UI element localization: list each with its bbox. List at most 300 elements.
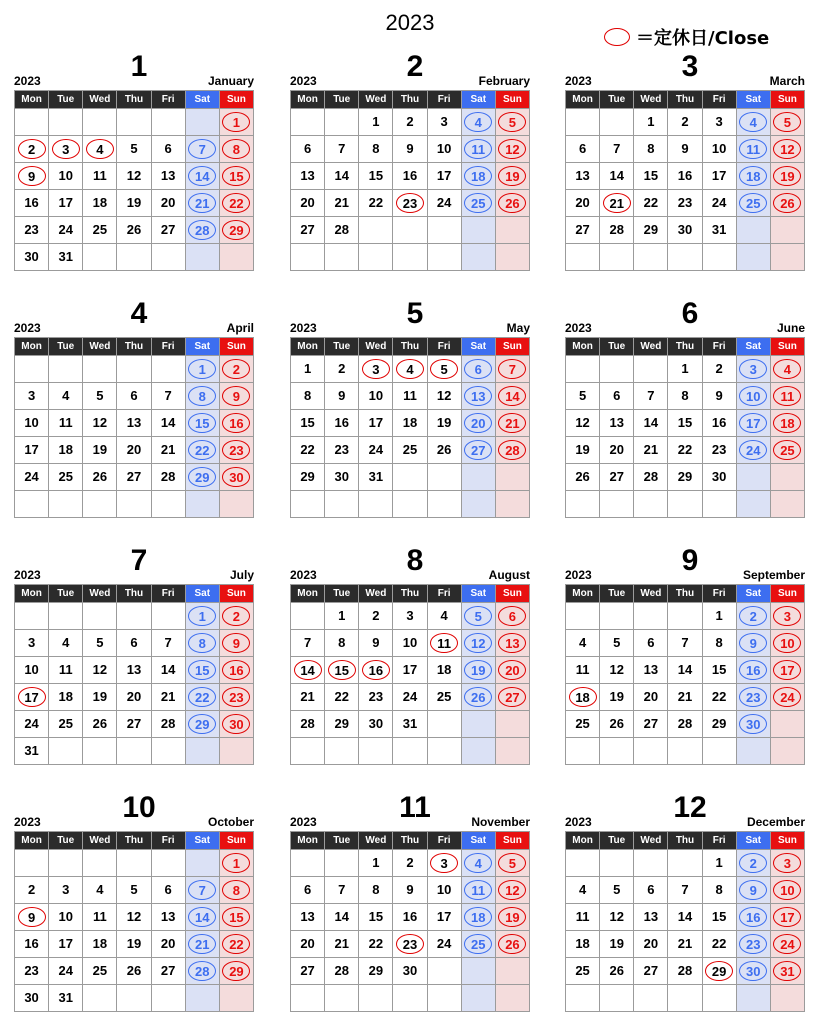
weekday-header: Mon bbox=[15, 91, 49, 109]
weekday-header: Fri bbox=[702, 338, 736, 356]
month-header bbox=[565, 299, 805, 337]
empty-cell bbox=[325, 850, 359, 877]
empty-cell bbox=[49, 850, 83, 877]
week-row bbox=[291, 958, 530, 985]
day-number: 28 bbox=[160, 716, 176, 731]
day-cell bbox=[219, 931, 253, 958]
day-cell bbox=[83, 931, 117, 958]
empty-cell bbox=[49, 491, 83, 518]
day-number: 16 bbox=[677, 168, 693, 183]
day-cell bbox=[393, 630, 427, 657]
weekday-header: Mon bbox=[566, 585, 600, 603]
weekday-header: Sun bbox=[219, 338, 253, 356]
day-cell bbox=[117, 190, 151, 217]
day-cell bbox=[770, 190, 804, 217]
day-number: 21 bbox=[677, 936, 693, 951]
weekday-header: Tue bbox=[600, 585, 634, 603]
day-cell bbox=[325, 217, 359, 244]
closed-day: 28 bbox=[188, 961, 216, 981]
weekday-header: Sat bbox=[736, 832, 770, 850]
day-cell bbox=[49, 464, 83, 491]
closed-day: 9 bbox=[739, 880, 767, 900]
day-cell bbox=[151, 410, 185, 437]
month-year: 2023 bbox=[290, 321, 317, 335]
day-cell bbox=[427, 109, 461, 136]
closed-day: 7 bbox=[188, 139, 216, 159]
empty-cell bbox=[566, 109, 600, 136]
day-number: 18 bbox=[436, 662, 452, 677]
day-number: 30 bbox=[677, 222, 693, 237]
day-cell bbox=[668, 630, 702, 657]
day-cell bbox=[83, 190, 117, 217]
month-number: 11 bbox=[399, 791, 431, 824]
day-number: 25 bbox=[436, 689, 452, 704]
day-cell bbox=[49, 190, 83, 217]
day-cell bbox=[325, 410, 359, 437]
day-number: 17 bbox=[436, 909, 452, 924]
month-table bbox=[565, 831, 805, 1012]
closed-day: 29 bbox=[188, 714, 216, 734]
empty-cell bbox=[461, 217, 495, 244]
closed-day: 25 bbox=[773, 440, 801, 460]
day-cell bbox=[702, 931, 736, 958]
day-cell bbox=[151, 217, 185, 244]
day-number: 8 bbox=[303, 388, 312, 403]
day-number: 24 bbox=[24, 469, 39, 484]
empty-cell bbox=[668, 244, 702, 271]
day-cell bbox=[566, 136, 600, 163]
day-cell bbox=[83, 657, 117, 684]
empty-cell bbox=[495, 738, 529, 765]
empty-cell bbox=[736, 491, 770, 518]
day-number: 15 bbox=[711, 662, 727, 677]
day-number: 26 bbox=[436, 442, 452, 457]
weekday-header: Mon bbox=[291, 338, 325, 356]
week-row bbox=[15, 958, 254, 985]
day-cell bbox=[15, 630, 49, 657]
day-cell bbox=[325, 630, 359, 657]
day-cell bbox=[15, 217, 49, 244]
day-cell bbox=[600, 410, 634, 437]
weekday-header: Fri bbox=[151, 91, 185, 109]
day-cell bbox=[325, 603, 359, 630]
day-cell bbox=[117, 630, 151, 657]
day-cell bbox=[702, 711, 736, 738]
day-cell bbox=[15, 958, 49, 985]
closed-day: 23 bbox=[222, 440, 250, 460]
day-cell bbox=[185, 711, 219, 738]
day-cell bbox=[359, 931, 393, 958]
day-cell bbox=[325, 904, 359, 931]
month-header bbox=[565, 52, 805, 90]
month-year: 2023 bbox=[290, 568, 317, 582]
day-number: 17 bbox=[58, 936, 73, 951]
day-cell bbox=[461, 163, 495, 190]
empty-cell bbox=[393, 244, 427, 271]
closed-day: 3 bbox=[362, 359, 390, 379]
empty-cell bbox=[185, 244, 219, 271]
month-year: 2023 bbox=[565, 321, 592, 335]
day-cell bbox=[566, 437, 600, 464]
week-row bbox=[15, 657, 254, 684]
day-cell bbox=[15, 464, 49, 491]
year-title: 2023 bbox=[385, 10, 435, 35]
closed-day: 13 bbox=[464, 386, 492, 406]
day-cell bbox=[770, 630, 804, 657]
day-number: 2 bbox=[338, 361, 346, 376]
empty-cell bbox=[668, 738, 702, 765]
closed-day: 3 bbox=[773, 606, 801, 626]
day-cell bbox=[427, 410, 461, 437]
day-cell bbox=[600, 711, 634, 738]
closed-day: 20 bbox=[498, 660, 526, 680]
month-header bbox=[290, 546, 530, 584]
day-cell bbox=[219, 877, 253, 904]
day-cell bbox=[49, 931, 83, 958]
day-cell bbox=[427, 904, 461, 931]
day-number: 31 bbox=[402, 716, 418, 731]
month-year: 2023 bbox=[565, 74, 592, 88]
closed-day: 23 bbox=[739, 934, 767, 954]
day-cell bbox=[49, 877, 83, 904]
closed-day: 26 bbox=[464, 687, 492, 707]
closed-day: 4 bbox=[86, 139, 114, 159]
month-name: October bbox=[207, 815, 254, 829]
day-cell bbox=[702, 464, 736, 491]
day-cell bbox=[770, 437, 804, 464]
week-row bbox=[291, 985, 530, 1012]
day-cell bbox=[702, 163, 736, 190]
weekday-header: Sat bbox=[461, 832, 495, 850]
day-cell bbox=[359, 684, 393, 711]
weekday-header: Wed bbox=[634, 91, 668, 109]
day-cell bbox=[600, 877, 634, 904]
day-cell bbox=[770, 136, 804, 163]
day-cell bbox=[736, 437, 770, 464]
closed-day: 9 bbox=[222, 633, 250, 653]
day-cell bbox=[668, 190, 702, 217]
weekday-header: Sat bbox=[185, 585, 219, 603]
week-row bbox=[15, 603, 254, 630]
day-cell bbox=[185, 904, 219, 931]
empty-cell bbox=[325, 244, 359, 271]
weekday-header: Mon bbox=[566, 832, 600, 850]
day-cell bbox=[393, 850, 427, 877]
day-cell bbox=[117, 410, 151, 437]
weekday-header: Fri bbox=[427, 832, 461, 850]
day-number: 19 bbox=[126, 195, 142, 210]
weekday-header: Fri bbox=[427, 91, 461, 109]
day-cell bbox=[15, 163, 49, 190]
day-cell bbox=[427, 356, 461, 383]
day-cell bbox=[219, 217, 253, 244]
month-block bbox=[565, 299, 805, 518]
day-number: 26 bbox=[126, 963, 142, 978]
week-row bbox=[566, 931, 805, 958]
day-number: 5 bbox=[96, 635, 104, 650]
day-cell bbox=[566, 657, 600, 684]
day-cell bbox=[219, 850, 253, 877]
day-cell bbox=[634, 904, 668, 931]
empty-cell bbox=[393, 217, 427, 244]
weekday-header: Wed bbox=[83, 832, 117, 850]
closed-day: 4 bbox=[464, 112, 492, 132]
day-number: 3 bbox=[27, 388, 36, 403]
empty-cell bbox=[325, 985, 359, 1012]
month-block bbox=[290, 52, 530, 271]
day-cell bbox=[702, 356, 736, 383]
empty-cell bbox=[566, 603, 600, 630]
day-number: 29 bbox=[300, 469, 315, 484]
day-cell bbox=[668, 163, 702, 190]
weekday-header: Sat bbox=[461, 338, 495, 356]
day-cell bbox=[461, 850, 495, 877]
weekday-header: Tue bbox=[325, 338, 359, 356]
day-cell bbox=[15, 931, 49, 958]
day-cell bbox=[83, 464, 117, 491]
weekday-header: Tue bbox=[600, 832, 634, 850]
week-row bbox=[566, 163, 805, 190]
day-cell bbox=[359, 904, 393, 931]
day-number: 1 bbox=[338, 608, 346, 623]
day-number: 1 bbox=[647, 114, 655, 129]
day-cell bbox=[393, 711, 427, 738]
weekday-header: Sun bbox=[770, 585, 804, 603]
day-cell bbox=[291, 163, 325, 190]
day-cell bbox=[393, 437, 427, 464]
day-number: 30 bbox=[24, 990, 39, 1005]
closed-day: 9 bbox=[739, 633, 767, 653]
day-cell bbox=[461, 877, 495, 904]
day-number: 11 bbox=[58, 415, 73, 430]
empty-cell bbox=[291, 244, 325, 271]
day-number: 14 bbox=[160, 415, 176, 430]
day-cell bbox=[702, 904, 736, 931]
month-number: 5 bbox=[406, 297, 424, 330]
day-number: 8 bbox=[372, 141, 380, 156]
closed-day: 7 bbox=[498, 359, 526, 379]
weekday-header: Tue bbox=[49, 338, 83, 356]
day-cell bbox=[393, 163, 427, 190]
week-row bbox=[15, 217, 254, 244]
day-cell bbox=[634, 109, 668, 136]
weekday-header: Tue bbox=[600, 91, 634, 109]
day-number: 3 bbox=[62, 882, 70, 897]
month-block bbox=[14, 546, 254, 765]
day-number: 3 bbox=[440, 114, 448, 129]
day-number: 11 bbox=[575, 909, 590, 924]
day-number: 1 bbox=[681, 361, 689, 376]
weekday-header: Fri bbox=[702, 832, 736, 850]
month-block bbox=[14, 793, 254, 1012]
day-number: 24 bbox=[711, 195, 727, 210]
day-number: 13 bbox=[300, 168, 315, 183]
day-number: 26 bbox=[92, 469, 108, 484]
day-number: 15 bbox=[711, 909, 727, 924]
day-cell bbox=[49, 244, 83, 271]
day-cell bbox=[359, 136, 393, 163]
day-cell bbox=[117, 464, 151, 491]
day-number: 11 bbox=[92, 168, 107, 183]
closed-day: 18 bbox=[464, 166, 492, 186]
day-cell bbox=[770, 383, 804, 410]
weekday-header: Tue bbox=[325, 832, 359, 850]
weekday-header: Thu bbox=[668, 585, 702, 603]
day-cell bbox=[495, 109, 529, 136]
month-table bbox=[565, 90, 805, 271]
empty-cell bbox=[770, 464, 804, 491]
day-number: 7 bbox=[338, 141, 346, 156]
day-number: 6 bbox=[613, 388, 621, 403]
weekday-header: Tue bbox=[325, 91, 359, 109]
day-cell bbox=[291, 190, 325, 217]
month-year: 2023 bbox=[565, 568, 592, 582]
day-cell bbox=[219, 109, 253, 136]
weekday-header: Sat bbox=[185, 338, 219, 356]
weekday-row bbox=[291, 338, 530, 356]
day-cell bbox=[427, 630, 461, 657]
day-number: 15 bbox=[643, 168, 659, 183]
day-cell bbox=[702, 684, 736, 711]
day-cell bbox=[151, 684, 185, 711]
day-number: 6 bbox=[164, 882, 172, 897]
day-cell bbox=[83, 437, 117, 464]
day-cell bbox=[325, 356, 359, 383]
day-number: 26 bbox=[575, 469, 590, 484]
day-cell bbox=[702, 190, 736, 217]
closed-day: 8 bbox=[222, 880, 250, 900]
day-number: 21 bbox=[334, 195, 349, 210]
day-cell bbox=[151, 163, 185, 190]
weekday-header: Wed bbox=[359, 338, 393, 356]
weekday-header: Sun bbox=[495, 585, 529, 603]
closed-day: 16 bbox=[739, 660, 767, 680]
day-cell bbox=[359, 603, 393, 630]
weekday-header: Wed bbox=[634, 832, 668, 850]
month-header bbox=[565, 793, 805, 831]
week-row bbox=[566, 850, 805, 877]
day-number: 28 bbox=[677, 716, 693, 731]
closed-day: 20 bbox=[464, 413, 492, 433]
weekday-header: Fri bbox=[702, 91, 736, 109]
day-cell bbox=[325, 136, 359, 163]
empty-cell bbox=[634, 850, 668, 877]
weekday-header: Sun bbox=[219, 585, 253, 603]
empty-cell bbox=[151, 738, 185, 765]
day-cell bbox=[770, 657, 804, 684]
week-row bbox=[566, 217, 805, 244]
empty-cell bbox=[461, 464, 495, 491]
day-cell bbox=[634, 383, 668, 410]
day-number: 19 bbox=[609, 936, 624, 951]
empty-cell bbox=[393, 985, 427, 1012]
week-row bbox=[15, 491, 254, 518]
closed-day: 2 bbox=[222, 359, 250, 379]
day-cell bbox=[736, 958, 770, 985]
empty-cell bbox=[151, 985, 185, 1012]
weekday-row bbox=[15, 91, 254, 109]
empty-cell bbox=[770, 711, 804, 738]
weekday-header: Thu bbox=[668, 338, 702, 356]
day-cell bbox=[600, 657, 634, 684]
day-cell bbox=[566, 190, 600, 217]
day-cell bbox=[49, 437, 83, 464]
weekday-header: Wed bbox=[359, 585, 393, 603]
day-number: 1 bbox=[372, 855, 380, 870]
day-number: 8 bbox=[647, 141, 655, 156]
empty-cell bbox=[736, 464, 770, 491]
week-row bbox=[15, 850, 254, 877]
day-number: 19 bbox=[436, 415, 452, 430]
month-number: 1 bbox=[130, 50, 148, 83]
day-number: 21 bbox=[643, 442, 659, 457]
closed-day: 23 bbox=[396, 193, 424, 213]
weekday-header: Thu bbox=[668, 832, 702, 850]
day-number: 21 bbox=[160, 442, 176, 457]
day-cell bbox=[668, 136, 702, 163]
day-cell bbox=[151, 877, 185, 904]
day-cell bbox=[736, 603, 770, 630]
day-cell bbox=[770, 684, 804, 711]
month-header bbox=[565, 546, 805, 584]
closed-day: 17 bbox=[18, 687, 46, 707]
day-cell bbox=[219, 630, 253, 657]
day-cell bbox=[461, 684, 495, 711]
day-number: 2 bbox=[27, 882, 36, 897]
empty-cell bbox=[117, 738, 151, 765]
day-number: 30 bbox=[368, 716, 384, 731]
day-number: 25 bbox=[575, 963, 590, 978]
closed-day: 17 bbox=[739, 413, 767, 433]
day-cell bbox=[291, 711, 325, 738]
day-cell bbox=[600, 217, 634, 244]
day-cell bbox=[736, 163, 770, 190]
day-cell bbox=[495, 163, 529, 190]
day-cell bbox=[566, 711, 600, 738]
day-number: 24 bbox=[58, 222, 73, 237]
empty-cell bbox=[600, 850, 634, 877]
empty-cell bbox=[49, 109, 83, 136]
day-cell bbox=[427, 437, 461, 464]
empty-cell bbox=[359, 985, 393, 1012]
closed-day: 28 bbox=[188, 220, 216, 240]
day-number: 6 bbox=[303, 141, 312, 156]
weekday-header: Wed bbox=[83, 585, 117, 603]
empty-cell bbox=[495, 958, 529, 985]
day-cell bbox=[359, 190, 393, 217]
day-cell bbox=[151, 630, 185, 657]
day-cell bbox=[634, 877, 668, 904]
empty-cell bbox=[427, 711, 461, 738]
closed-day: 26 bbox=[773, 193, 801, 213]
empty-cell bbox=[219, 491, 253, 518]
day-cell bbox=[668, 383, 702, 410]
week-row bbox=[15, 684, 254, 711]
week-row bbox=[566, 711, 805, 738]
day-number: 19 bbox=[92, 689, 108, 704]
day-cell bbox=[291, 356, 325, 383]
closed-day: 10 bbox=[773, 633, 801, 653]
day-cell bbox=[770, 163, 804, 190]
day-number: 24 bbox=[436, 936, 452, 951]
closed-day: 30 bbox=[222, 714, 250, 734]
day-number: 3 bbox=[27, 635, 36, 650]
week-row bbox=[15, 630, 254, 657]
weekday-header: Tue bbox=[325, 585, 359, 603]
closed-day: 8 bbox=[222, 139, 250, 159]
day-number: 3 bbox=[406, 608, 414, 623]
day-number: 11 bbox=[575, 662, 590, 677]
